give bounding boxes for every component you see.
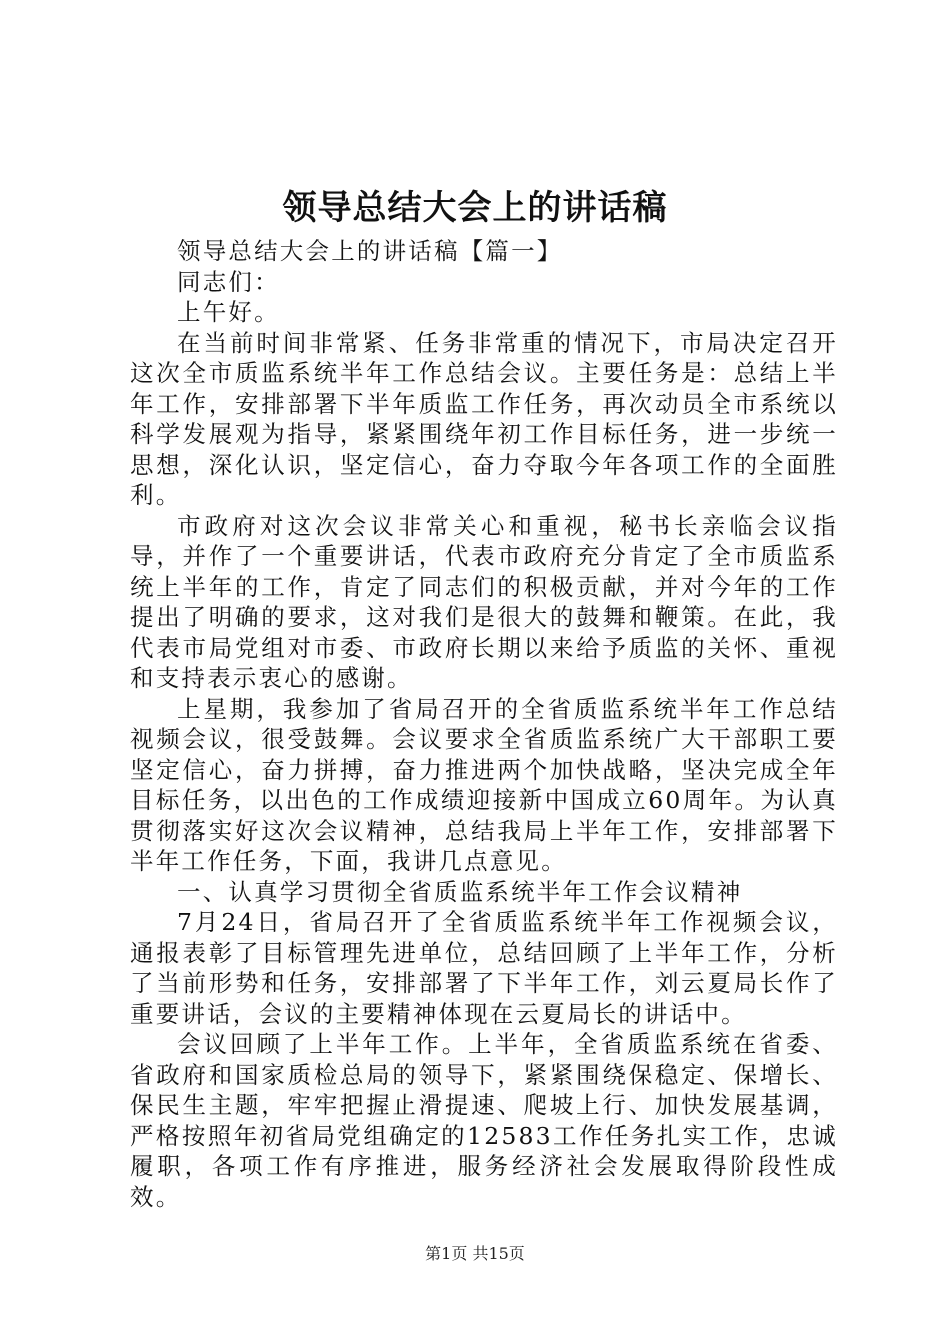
body-paragraph: 市政府对这次会议非常关心和重视，秘书长亲临会议指导，并作了一个重要讲话，代表市政府充分肯定了全市质监系统上半年的工作，肯定了同志们的积极贡献，并对今年的工作提出了明确的要求，这对我们是很大的鼓舞和鞭策。在此，我代表市局党组对市委、市政府长期以来给予质监的关怀、重视和支持表示衷心的感谢。 [130, 511, 838, 692]
section-heading-part-one: 领导总结大会上的讲话稿【篇一】 [177, 237, 563, 265]
document-title: 领导总结大会上的讲话稿 [282, 188, 668, 228]
salutation: 同志们： [177, 267, 280, 296]
body-paragraph: 上星期，我参加了省局召开的全省质监系统半年工作总结视频会议，很受鼓舞。会议要求全省质监系统广大干部职工要坚定信心，奋力拼搏，奋力推进两个加快战略，坚决完成全年目标任务，以出色的工作成绩迎接新中国成立60周年。为认真贯彻落实好这次会议精神，总结我局上半年工作，安排部署下半年工作任务，下面，我讲几点意见。 [130, 694, 838, 875]
body-paragraph: 在当前时间非常紧、任务非常重的情况下，市局决定召开这次全市质监系统半年工作总结会议。主要任务是：总结上半年工作，安排部署下半年质监工作任务，再次动员全市系统以科学发展观为指导，紧紧围绕年初工作目标任务，进一步统一思想，深化认识，坚定信心，奋力夺取今年各项工作的全面胜利。 [130, 328, 838, 509]
body-paragraph: 会议回顾了上半年工作。上半年，全省质监系统在省委、省政府和国家质检总局的领导下，紧紧围绕保稳定、保增长、保民生主题，牢牢把握止滑提速、爬坡上行、加快发展基调，严格按照年初省局党组确定的12583工作任务扎实工作，忠诚履职，各项工作有序推进，服务经济社会发展取得阶段性成效。 [130, 1030, 838, 1211]
greeting: 上午好。 [177, 298, 280, 326]
page-number-footer: 第1页 共15页 [425, 1244, 525, 1263]
section-heading: 一、认真学习贯彻全省质监系统半年工作会议精神 [177, 877, 743, 906]
document-body [130, 236, 838, 1212]
body-paragraph: 7月24日，省局召开了全省质监系统半年工作视频会议，通报表彰了目标管理先进单位，总结回顾了上半年工作，分析了当前形势和任务，安排部署了下半年工作，刘云夏局长作了重要讲话，会议的主要精神体现在云夏局长的讲话中。 [130, 908, 838, 1028]
